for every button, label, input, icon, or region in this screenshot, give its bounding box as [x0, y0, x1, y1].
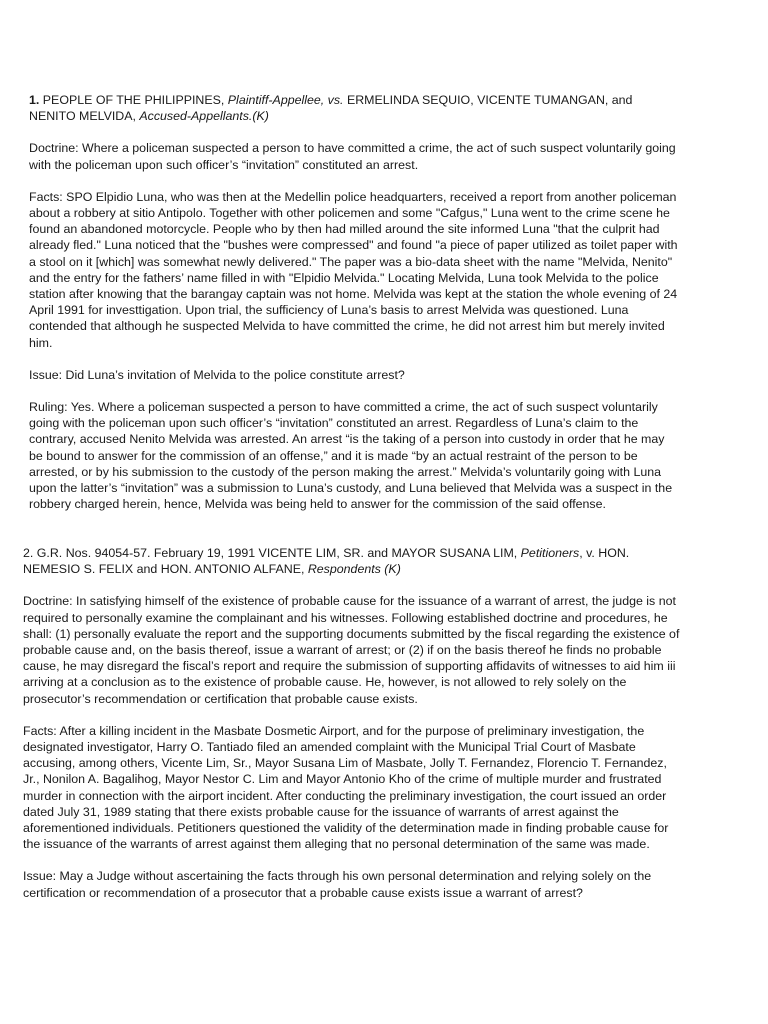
case-2-doctrine: Doctrine: In satisfying himself of the existence of probable cause for the issuance of a warrant of arrest, the judge is not required to personally examine the complainant and his witnesses. Following established doctrine and procedures, he shall: (1) personally evaluate the report and the supporting documents submitted by the fiscal regarding the existence of probable cause and, on the basis thereof, issue a warrant of arrest; or (2) if on the basis thereof he finds no probable cause, he may disregard the fiscal’s report and require the submission of supporting affidavits of witnesses to aid him iii arriving at a conclusion as to the existence of probable cause. He, however, is not allowed to rely solely on the prosecutor’s recommendation or certification that probable cause exists. [23, 594, 680, 706]
case-1-accused: ERMELINDA SEQUIO, VICENTE TUMANGAN, and NENITO MELVIDA, [29, 93, 633, 124]
case-2 [23, 545, 683, 917]
case-1-heading [29, 92, 681, 124]
case-1 [29, 92, 681, 528]
case-2-heading [23, 545, 683, 577]
case-2-citation: 2. G.R. Nos. 94054-57. February 19, 1991 VICENTE LIM, SR. and MAYOR SUSANA LIM, [23, 546, 521, 560]
case-1-role-plaintiff: Plaintiff-Appellee, vs. [227, 93, 344, 107]
case-1-doctrine: Doctrine: Where a policeman suspected a person to have committed a crime, the act of such suspect voluntarily going with the policeman upon such officer’s “invitation” constituted an arrest. [29, 141, 676, 172]
case-1-number: 1. [29, 93, 40, 107]
case-1-parties: PEOPLE OF THE PHILIPPINES, [39, 93, 228, 107]
case-2-role-respondents: Respondents (K) [307, 562, 401, 577]
case-1-role-accused: Accused-Appellants.(K) [139, 109, 269, 124]
case-2-role-petitioners: Petitioners [520, 546, 580, 560]
case-2-issue: Issue: May a Judge without ascertaining the facts through his own personal determination and relying solely on the certification or recommendation of a prosecutor that a probable cause exists issue a warrant of arrest? [23, 869, 652, 900]
case-2-facts: Facts: After a killing incident in the Masbate Dosmetic Airport, and for the purpose of preliminary investigation, the designated investigator, Harry O. Tantiado filed an amended complaint with the Municipal Trial Court of Masbate accusing, among others, Vicente Lim, Sr., Mayor Susana Lim of Masbate, Jolly T. Fernandez, Florencio T. Fernandez, Jr., Nonilon A. Bagalihog, Mayor Nestor C. Lim and Mayor Antonio Kho of the crime of multiple murder and frustrated murder in connection with the airport incident. After conducting the preliminary investigation, the court issued an order dated July 31, 1989 stating that there exists probable cause for the issuance of warrants of arrest against the aforementioned individuals. Petitioners questioned the validity of the determination made in finding probable cause for the issuance of the warrants of arrest against them alleging that no personal determination of the same was made. [23, 723, 669, 852]
case-1-ruling: Ruling: Yes. Where a policeman suspected a person to have committed a crime, the act of such suspect voluntarily going with the policeman upon such officer’s “invitation” constituted an arrest. Regardless of Luna’s claim to the contrary, accused Nenito Melvida was arrested. An arrest “is the taking of a person into custody in order that he may be bound to answer for the commission of an offense,” and it is made “by an actual restraint of the person to be arrested, or by his submission to the custody of the person making the arrest.” Melvida’s voluntarily going with Luna upon the latter’s “invitation” was a submission to Luna’s custody, and Luna believed that Melvida was a suspect in the robbery charged herein, hence, Melvida was being held to answer for the commission of the said offense. [29, 400, 673, 512]
case-2-respondents: , v. HON. NEMESIO S. FELIX and HON. ANTONIO ALFANE, [23, 546, 630, 577]
case-1-facts: Facts: SPO Elpidio Luna, who was then at the Medellin police headquarters, received a report from another policeman about a robbery at sitio Antipolo. Together with other policemen and some "Cafgus," Luna went to the crime scene he found an abandoned motorcycle. People who by then had milled around the site informed Luna "that the culprit had already fled." Luna noticed that the "bushes were compressed" and found "a piece of paper utilized as toilet paper with a stool on it [which] was somewhat newly delivered." The paper was a bio-data sheet with the name "Melvida, Nenito" and the entry for the fathers’ name filled in with "Elpidio Melvida." Locating Melvida, Luna took Melvida to the police station after knowing that the barangay captain was not home. Melvida was kept at the station the whole evening of 24 April 1991 for investtigation. Upon trial, the sufficiency of Luna’s basis to arrest Melvida was questioned. Luna contended that although he suspected Melvida to have committed the crime, he did not arrest him but merely invited him. [29, 189, 678, 350]
case-1-issue: Issue: Did Luna’s invitation of Melvida to the police constitute arrest? [29, 367, 405, 382]
